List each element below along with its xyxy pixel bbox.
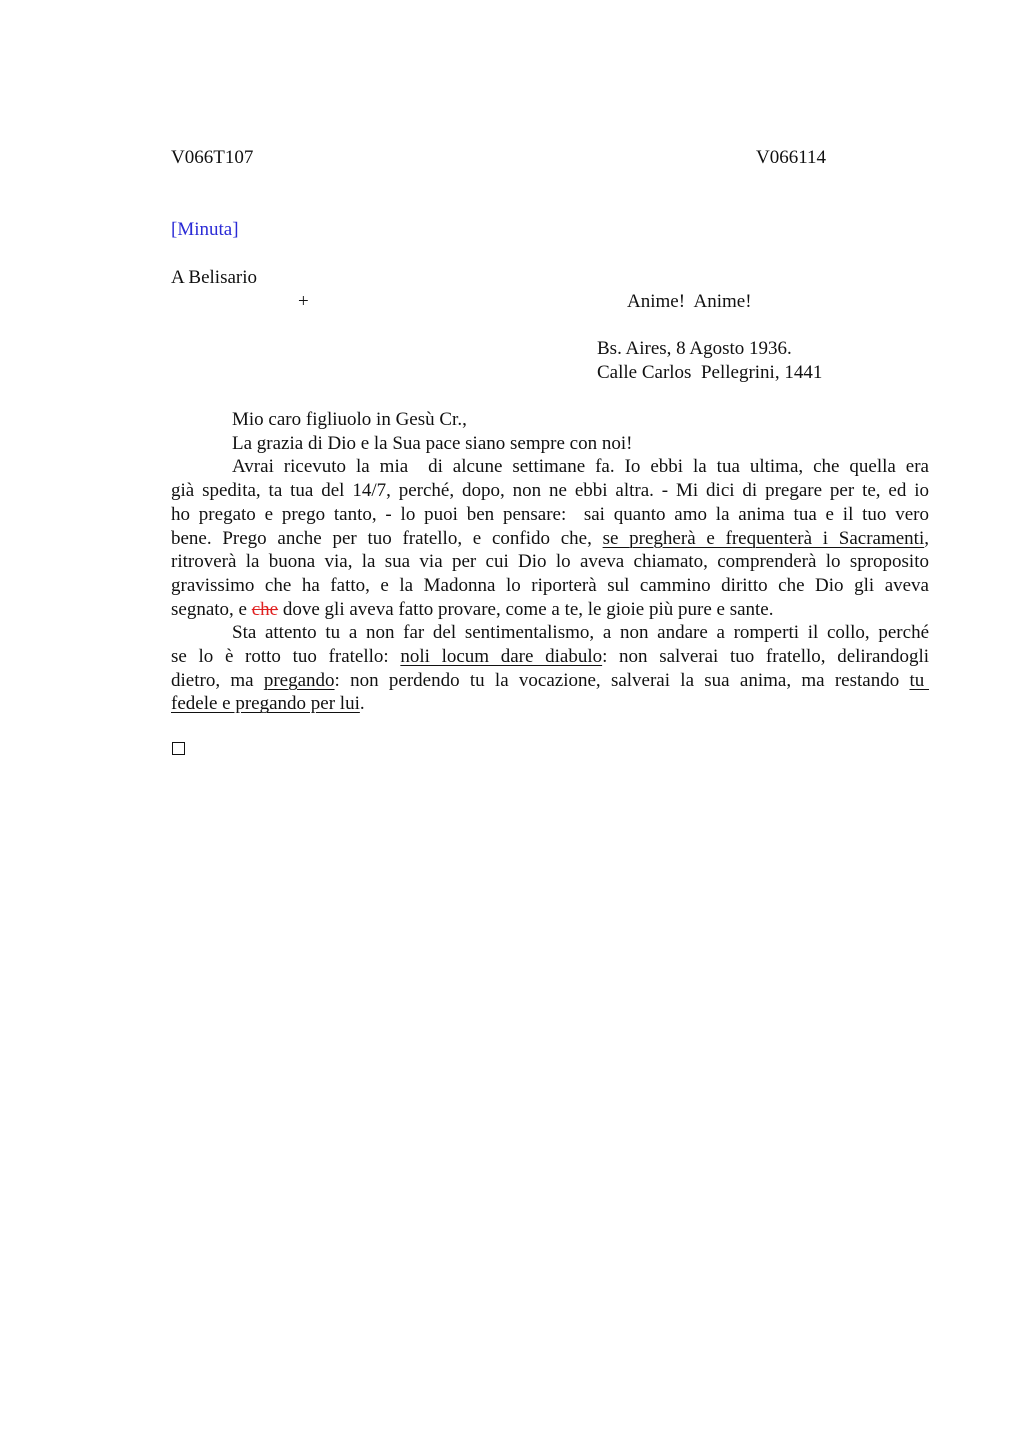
paragraph-1-line: ho pregato e prego tanto, - lo puoi ben pensare: sai quanto amo la anima tua e il tuo vero [171,503,929,525]
text-segment: dietro, ma [171,669,264,691]
text-segment: , [924,527,929,549]
text-segment: : non salverai tuo fratello, delirandogli [602,646,930,668]
text-segment: dove gli aveva fatto provare, come a te, le gioie più pure e sante. [278,598,774,620]
left-reference-code: V066T107 [171,147,254,168]
text-segment: . [359,693,365,715]
text-segment: se lo è rotto tuo fratello: [171,646,401,668]
underlined-text: se pregherà e frequenterà i Sacramenti [602,527,925,549]
cross-mark: + [298,291,309,312]
paragraph-1-line: ritroverà la buona via, la sua via per cui Dio lo aveva chiamato, comprenderà lo sproposito [171,551,929,573]
underlined-text: noli locum dare diabulo [400,646,603,668]
text-segment: segnato, e [171,598,252,620]
struck-text: che [251,598,279,620]
paragraph-1-line: gravissimo che ha fatto, e la Madonna lo riporterà sul cammino diritto che Dio gli aveva [171,574,929,596]
underlined-text: tu [909,669,930,691]
paragraph-2-line: Sta attento tu a non far del sentimentalismo, a non andare a romperti il collo, perché [232,622,929,644]
minuta-label: [Minuta] [171,219,239,240]
right-reference-code: V066114 [756,147,827,168]
paragraph-1-line: Avrai ricevuto la mia di alcune settimane fa. Io ebbi la tua ultima, che quella era [232,456,929,478]
paragraph-2-line [171,669,929,693]
text-segment: bene. Prego anche per tuo fratello, e confido che, [171,527,603,549]
underlined-text: fedele e pregando per lui [171,693,360,715]
text-segment: : non perdendo tu la vocazione, salverai la sua anima, ma restando [334,669,910,691]
paragraph-2-line [171,645,929,669]
place-date: Bs. Aires, 8 Agosto 1936. [597,338,792,359]
greeting: La grazia di Dio e la Sua pace siano sempre con noi! [232,432,633,454]
paragraph-1-line [171,527,929,551]
letter-body [171,408,929,716]
salutation: Mio caro figliuolo in Gesù Cr., [232,409,467,430]
paragraph-2-line [171,692,929,716]
recipient-line: A Belisario [171,267,258,288]
address: Calle Carlos Pellegrini, 1441 [597,362,823,383]
paragraph-1-line [171,598,929,622]
paragraph-1-line: già spedita, ta tua del 14/7, perché, dopo, non ne ebbi altra. - Mi dici di pregare per te, ed io [171,480,929,502]
underlined-text: pregando [263,669,335,691]
checkbox-square-icon [172,742,185,755]
motto: Anime! Anime! [627,291,752,312]
